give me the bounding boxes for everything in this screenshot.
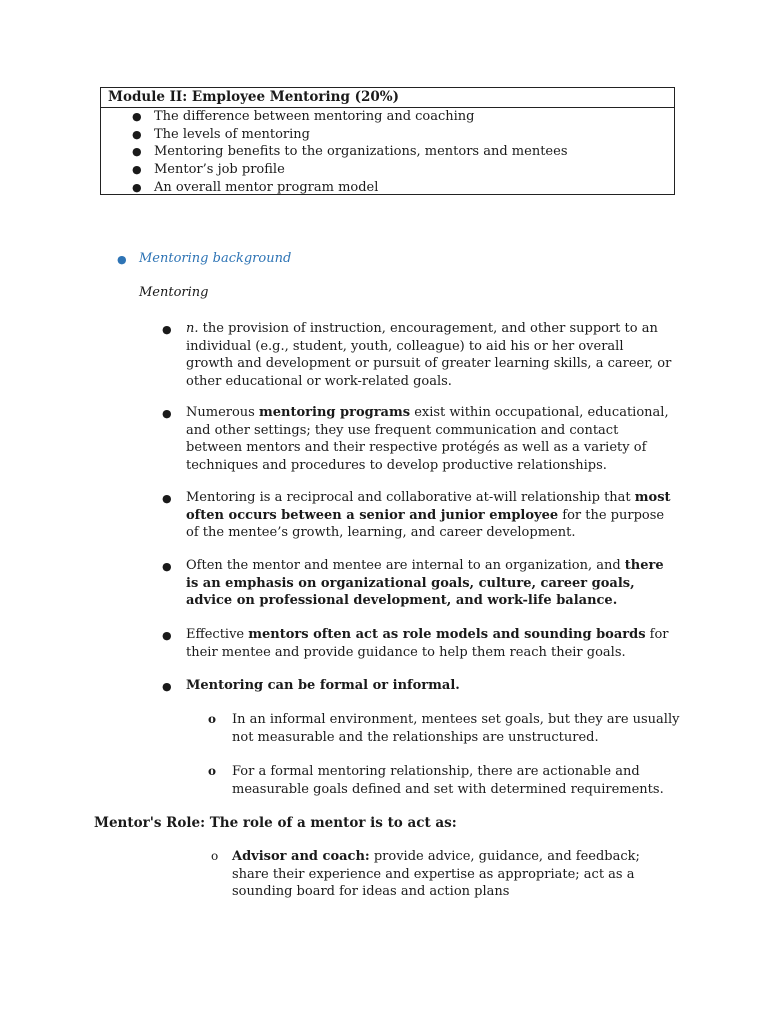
list-item: ● Mentor’s job profile	[132, 162, 285, 178]
paragraph-definition: n. the provision of instruction, encouragement, and other support to an individual (e.g., student, youth, colleague) to aid his or her overall growth and development or pursuit of greater learning skills, a career, or other educational or work-related goals.	[186, 321, 672, 389]
module-title: Module II: Employee Mentoring (20%)	[101, 88, 674, 108]
bullet-icon: ●	[132, 180, 142, 194]
list-item: ● An overall mentor program model	[132, 179, 379, 195]
bullet-icon: ●	[162, 407, 172, 420]
paragraph-advisor: Advisor and coach: provide advice, guidance, and feedback; share their experience and expertise as appropriate; act as a sounding board for ideas and action plans	[232, 849, 640, 899]
paragraph-relationship: Mentoring is a reciprocal and collaborative at-will relationship that most often occurs between a senior and junior employee for the purpose of the mentee’s growth, learning, and career development.	[186, 490, 671, 540]
module-topic-list	[101, 108, 674, 197]
circle-bullet-icon: o	[208, 712, 217, 726]
bullet-icon: ●	[132, 110, 142, 123]
bullet-icon: ●	[117, 253, 127, 266]
paragraph-formal: For a formal mentoring relationship, there are actionable and measurable goals defined and set with determined requirements.	[232, 764, 664, 797]
list-item: ● The difference between mentoring and coaching	[132, 109, 475, 124]
paragraph-programs: Numerous mentoring programs exist within occupational, educational, and other settings; they use frequent communication and contact between mentors and their respective protégés as well as a variety of techniques and procedures to develop productive relationships.	[186, 405, 669, 473]
bullet-icon: ●	[162, 560, 172, 573]
paragraph-internal: Often the mentor and mentee are internal to an organization, and there is an emphasis on organizational goals, culture, career goals, advice on professional development, and work-life balance.	[186, 558, 664, 608]
list-item: ● The levels of mentoring	[132, 126, 310, 142]
bullet-icon: ●	[162, 492, 172, 505]
circle-bullet-icon: o	[208, 764, 217, 778]
section-heading: Mentoring background	[139, 251, 292, 266]
bullet-icon: ●	[132, 145, 142, 159]
bullet-icon: ●	[162, 680, 172, 693]
bullet-icon: ●	[162, 323, 172, 336]
paragraph-role-models: Effective mentors often act as role models and sounding boards for their mentee and provide guidance to help them reach their goals.	[186, 627, 669, 660]
paragraph-formal-informal: Mentoring can be formal or informal.	[186, 678, 460, 693]
bullet-icon: ●	[132, 127, 142, 141]
bullet-icon: ●	[132, 163, 142, 177]
bullet-icon: ●	[162, 629, 172, 642]
paragraph-informal: In an informal environment, mentees set goals, but they are usually not measurable and the relationships are unstructured.	[232, 712, 680, 745]
mentor-role-heading: Mentor's Role: The role of a mentor is to act as:	[94, 815, 457, 831]
term-heading: Mentoring	[139, 285, 209, 300]
module-box	[100, 87, 675, 195]
list-item: ● Mentoring benefits to the organizations, mentors and mentees	[132, 144, 568, 160]
circle-bullet-icon: o	[211, 849, 219, 863]
